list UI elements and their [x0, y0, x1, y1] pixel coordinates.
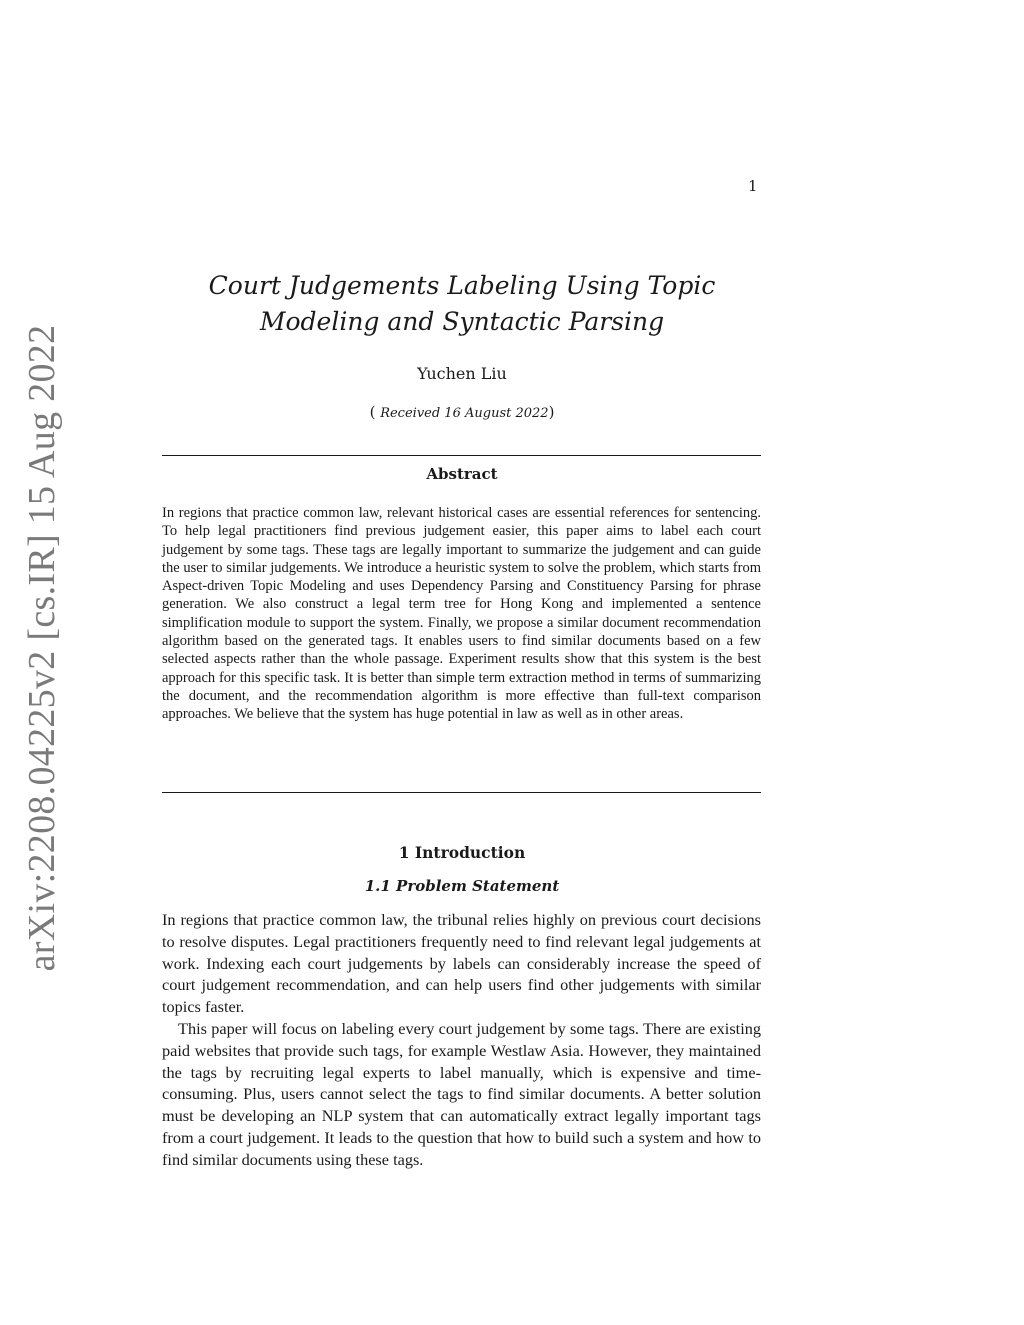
introduction-body — [162, 909, 761, 1171]
arxiv-sidebar — [18, 324, 66, 971]
received-open-paren: ( — [369, 403, 381, 421]
abstract-top-rule — [162, 455, 761, 456]
abstract-body: In regions that practice common law, relevant historical cases are essential references for sentencing. To help legal practitioners find previous judgement easier, this paper aims to label each court judgement by some tags. These tags are legally important to summarize the judgement and can guide the user to similar judgements. We introduce a heuristic system to solve the problem, which starts from Aspect-driven Topic Modeling and uses Dependency Parsing and Constituency Parsing for phrase generation. We also construct a legal term tree for Hong Kong and implemented a sentence simplification module to support the system. Finally, we propose a similar document recommendation algorithm based on the generated tags. It enables users to find similar documents based on a few selected aspects rather than the whole passage. Experiment results show that this system is the best approach for this specific task. It is better than simple term extraction method in terms of summarizing the document, and the recommendation algorithm is more effective than full-text comparison approaches. We believe that the system has huge potential in law as well as in other areas. — [162, 505, 761, 723]
paragraph-1: In regions that practice common law, the tribunal relies highly on previous court decisions to resolve disputes. Legal practitioners frequently need to find relevant legal judgements at work. Indexing each court judgements by labels can considerably increase the speed of court judgement recommendation, and can help users find other judgements with similar topics faster. — [162, 910, 761, 1017]
author-name: Yuchen Liu — [417, 364, 507, 383]
title-line-1: Court Judgements Labeling Using Topic — [208, 271, 716, 300]
arxiv-identifier: arXiv:2208.04225v2 [cs.IR] 15 Aug 2022 — [21, 324, 63, 971]
received-date — [162, 403, 762, 421]
title-line-2: Modeling and Syntactic Parsing — [259, 307, 665, 336]
paragraph-2: This paper will focus on labeling every court judgement by some tags. There are existing paid websites that provide such tags, for example Westlaw Asia. However, they maintained the tags by recruiting legal experts to label manually, which is expensive and time-consuming. Plus, users cannot select the tags to find similar documents. A better solution must be developing an NLP system that can automatically extract legally important tags from a court judgement. It leads to the question that how to build such a system and how to find similar documents using these tags. — [162, 1018, 761, 1169]
paper-title — [162, 268, 762, 340]
received-text: Received 16 August 2022 — [380, 406, 549, 421]
abstract-bottom-rule — [162, 792, 761, 793]
page-number: 1 — [748, 177, 758, 195]
section-heading: 1 Introduction — [398, 843, 526, 862]
subsection-heading: 1.1 Problem Statement — [364, 877, 560, 895]
received-close-paren: ) — [548, 403, 555, 421]
abstract-heading: Abstract — [426, 465, 498, 483]
